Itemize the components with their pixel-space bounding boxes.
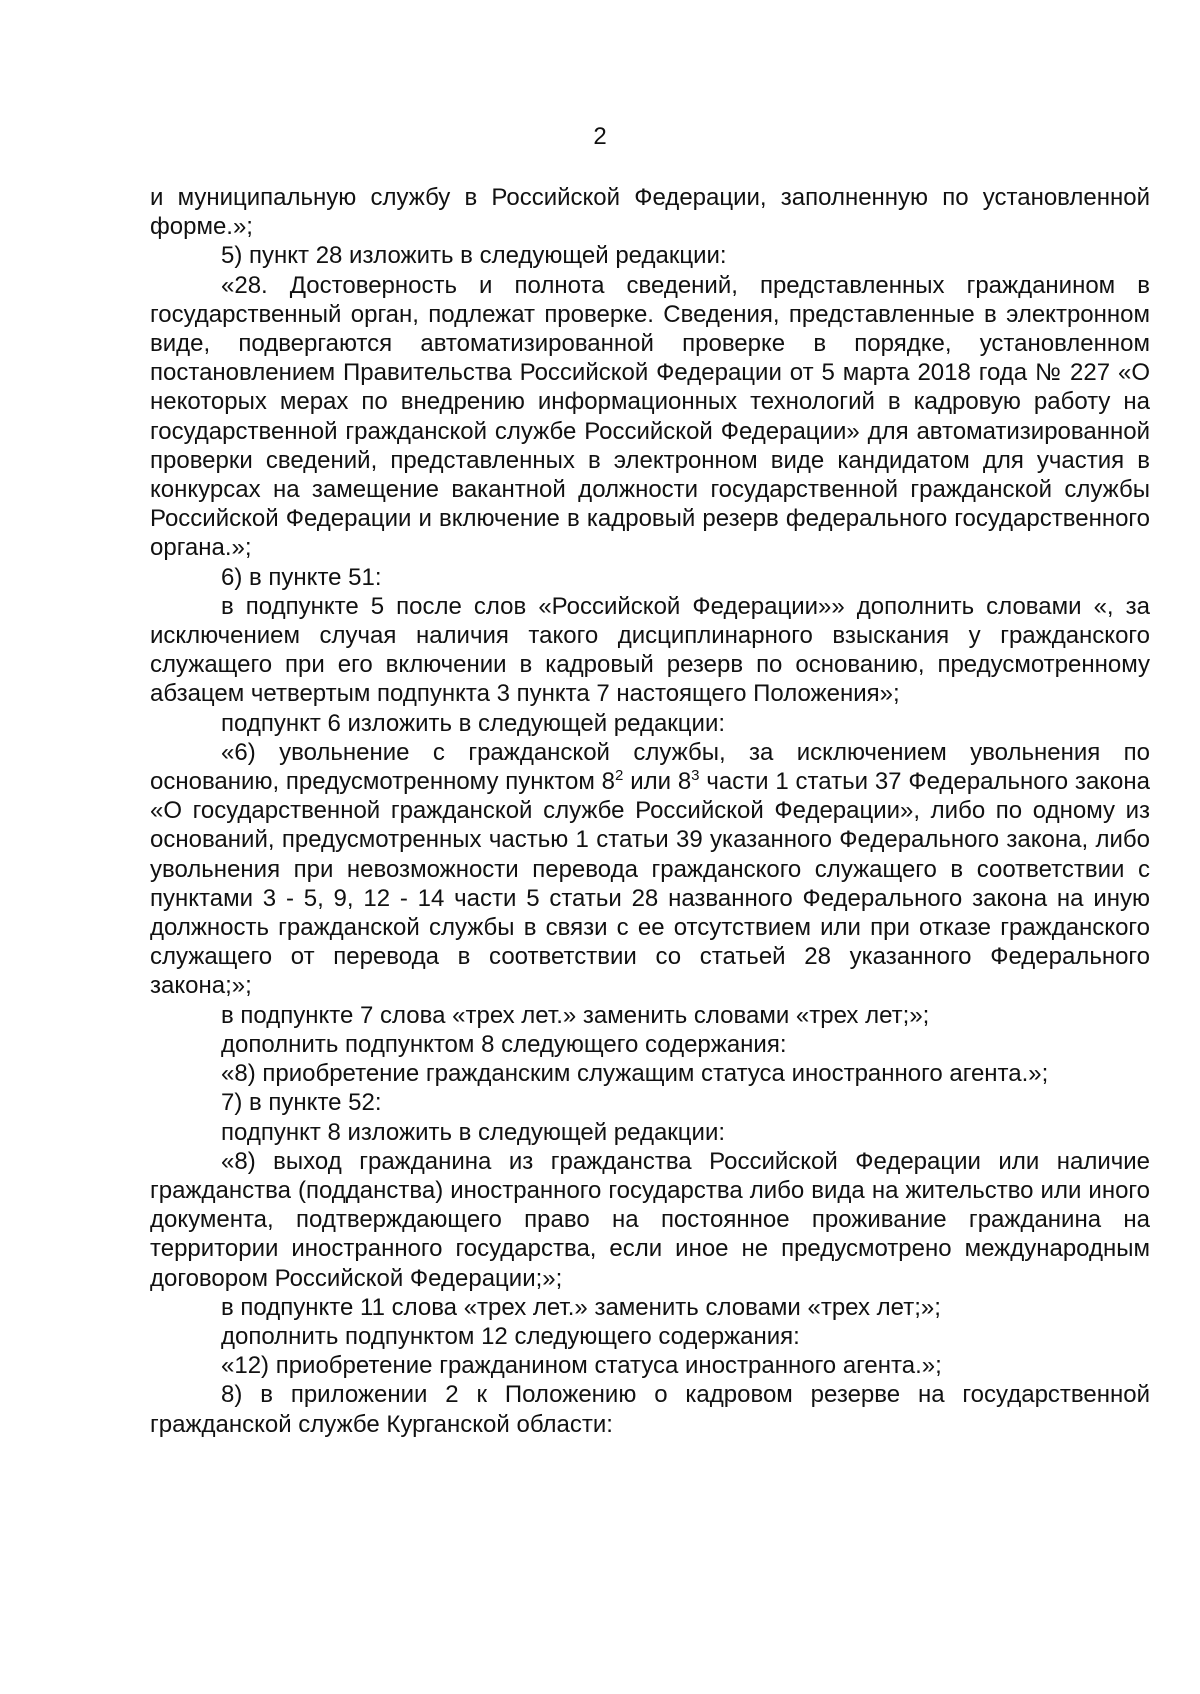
paragraph-text: «6) увольнение с гражданской службы, за исключением увольнения по основанию, предусмотренному пунктом 8: [150, 738, 1150, 796]
superscript: 3: [691, 767, 700, 785]
paragraph: дополнить подпунктом 12 следующего содержания:: [221, 1322, 800, 1350]
paragraph: и муниципальную службу в Российской Федерации, заполненную по установленной форме.»;: [150, 184, 1150, 241]
paragraph: «12) приобретение гражданином статуса иностранного агента.»;: [221, 1352, 942, 1380]
document-body: [150, 183, 1150, 1439]
paragraph: в подпункте 5 после слов «Российской Федерации»» дополнить словами «, за исключением случая наличия такого дисциплинарного взыскания у гражданского служащего при его включении в кадровый резерв по основанию, предусмотренному абзацем четвертым подпункта 3 пункта 7 настоящего Положения»;: [150, 592, 1150, 708]
paragraph: 5) пункт 28 изложить в следующей редакции:: [221, 242, 727, 270]
page-number: 2: [593, 123, 607, 150]
paragraph: в подпункте 11 слова «трех лет.» заменить словами «трех лет;»;: [221, 1293, 941, 1321]
paragraph: «28. Достоверность и полнота сведений, представленных гражданином в государственный орган, подлежат проверке. Сведения, представленные в электронном виде, подвергаются автоматизированной проверке в порядке, установленном постановлением Правительства Российской Федерации от 5 марта 2018 года № 227 «О некоторых мерах по внедрению информационных технологий в кадровую работу на государственной гражданской службе Российской Федерации» для автоматизированной проверки сведений, представленных в электронном виде кандидатом для участия в конкурсах на замещение вакантной должности государственной гражданской службы Российской Федерации и включение в кадровый резерв федерального государственного органа.»;: [150, 271, 1150, 562]
superscript: 2: [615, 767, 624, 785]
paragraph: 7) в пункте 52:: [221, 1089, 382, 1117]
paragraph: дополнить подпунктом 8 следующего содержания:: [221, 1030, 787, 1058]
paragraph: «8) выход гражданина из гражданства Российской Федерации или наличие гражданства (подданства) иностранного государства либо вида на жительство или иного документа, подтверждающего право на постоянное проживание гражданина на территории иностранного государства, если иное не предусмотрено международным договором Российской Федерации;»;: [150, 1147, 1150, 1292]
paragraph: 6) в пункте 51:: [221, 563, 382, 591]
paragraph: в подпункте 7 слова «трех лет.» заменить словами «трех лет;»;: [221, 1001, 930, 1029]
paragraph: подпункт 6 изложить в следующей редакции:: [221, 709, 726, 737]
paragraph-text: части 1 статьи 37 Федерального закона «О государственной гражданской службе Российской Федерации», либо по одному из оснований, предусмотренных частью 1 статьи 39 указанного Федерального закона, либо увольнения при невозможности перевода гражданского служащего в соответствии с пунктами 3 - 5, 9, 12 - 14 части 5 статьи 28 названного Федерального закона на иную должность гражданской службы в связи с ее отсутствием или при отказе гражданского служащего от перевода в соответствии со статьей 28 указанного Федерального закона;»;: [150, 768, 1151, 1000]
paragraph: «8) приобретение гражданским служащим статуса иностранного агента.»;: [221, 1060, 1049, 1088]
paragraph: 8) в приложении 2 к Положению о кадровом резерве на государственной гражданской службе Курганской области:: [150, 1381, 1150, 1438]
paragraph: подпункт 8 изложить в следующей редакции:: [221, 1118, 726, 1146]
paragraph-text: или 8: [623, 768, 692, 796]
paragraph: [150, 738, 1150, 1001]
